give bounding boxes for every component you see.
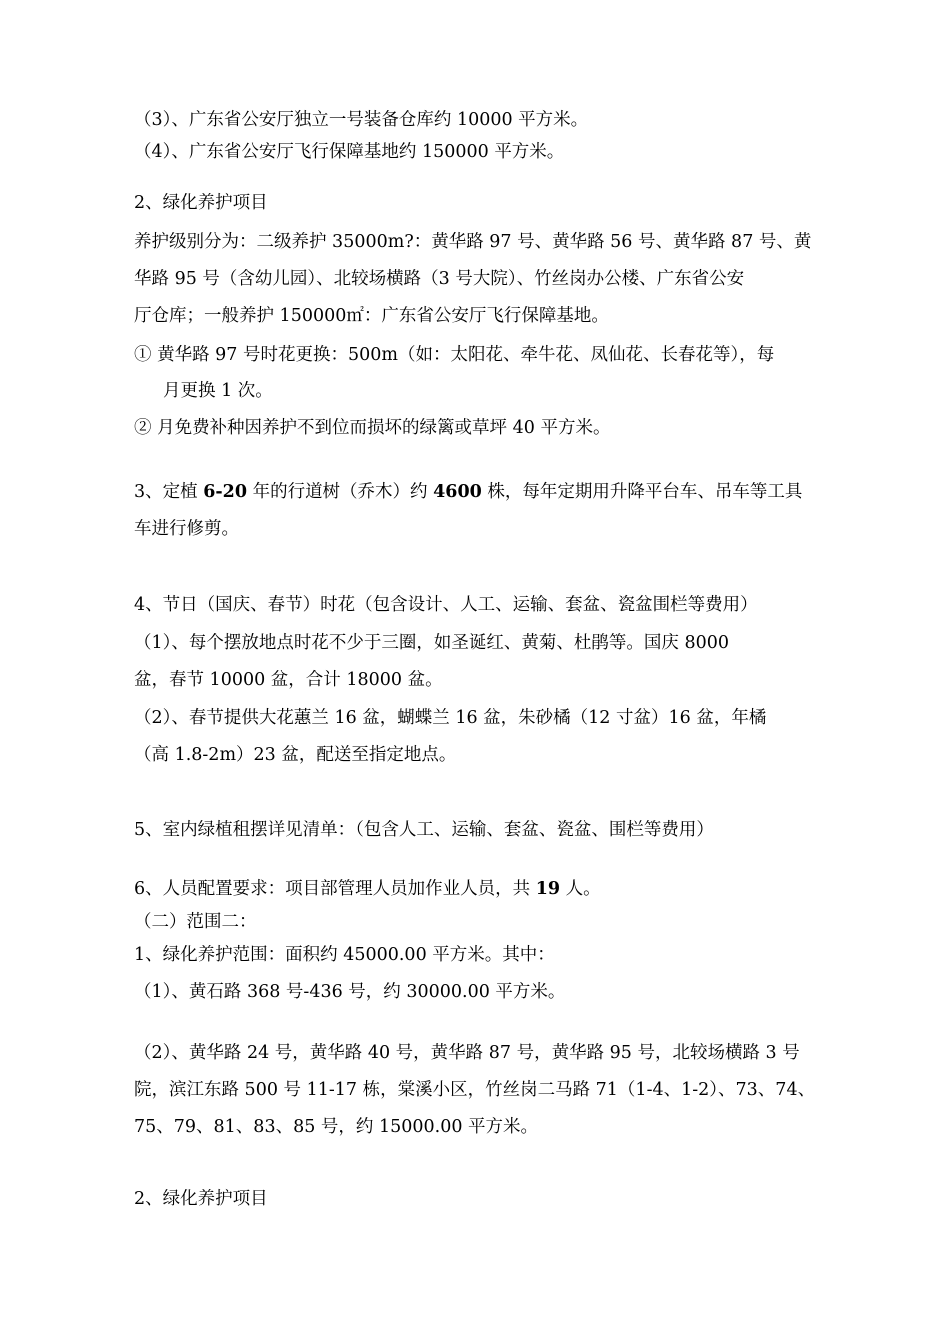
item-3-warehouse: （3）、广东省公安厅独立一号装备仓库约 10000 平方米。 [134, 110, 589, 130]
section-3-line-2: 车进行修剪。 [134, 519, 239, 539]
scope-2-item-2-line-3: 75、79、81、83、85 号，约 15000.00 平方米。 [134, 1117, 539, 1137]
scope-2-item-2-line-2: 院，滨江东路 500 号 11-17 栋，棠溪小区，竹丝岗二马路 71（1-4、1-2）、73、74、 [134, 1080, 816, 1100]
staffing-text-a: 6、人员配置要求：项目部管理人员加作业人员，共 [134, 879, 536, 899]
scope-2-item-2-line-1: （2）、黄华路 24 号，黄华路 40 号，黄华路 87 号，黄华路 95 号，北较场横路 3 号 [134, 1043, 800, 1063]
maintenance-level-line-1: 养护级别分为：二级养护 35000m?：黄华路 97 号、黄华路 56 号、黄华路 87 号、黄 [134, 232, 812, 252]
maintenance-level-line-2: 华路 95 号（含幼儿园）、北较场横路（3 号大院）、竹丝岗办公楼、广东省公安 [134, 269, 745, 289]
tree-count: 4600 [433, 482, 482, 502]
section-5-line: 5、室内绿植租摆详见清单：（包含人工、运输、套盆、瓷盆、围栏等费用） [134, 820, 714, 840]
section-3-text-c: 年的行道树（乔木）约 [247, 482, 434, 502]
scope-2-heading: （二）范围二： [134, 912, 257, 932]
flower-replacement-line-1: ① 黄华路 97 号时花更换：500m（如：太阳花、牵牛花、凤仙花、长春花等），每 [134, 345, 775, 365]
holiday-flowers-line-2: 盆，春节 10000 盆，合计 18000 盆。 [134, 670, 443, 690]
scope-2-section-2-heading: 2、绿化养护项目 [134, 1189, 268, 1209]
section-4-heading: 4、节日（国庆、春节）时花（包含设计、人工、运输、套盆、瓷盆围栏等费用） [134, 595, 758, 615]
staffing-text-c: 人。 [560, 879, 601, 899]
holiday-flowers-line-1: （1）、每个摆放地点时花不少于三圈，如圣诞红、黄菊、杜鹃等。国庆 8000 [134, 633, 729, 653]
free-replanting-line: ② 月免费补种因养护不到位而损坏的绿篱或草坪 40 平方米。 [134, 418, 611, 438]
maintenance-level-line-3: 厅仓库；一般养护 150000㎡：广东省公安厅飞行保障基地。 [134, 306, 609, 326]
section-2-heading: 2、绿化养护项目 [134, 193, 268, 213]
section-3-line-1 [134, 479, 802, 505]
item-4-flight-base: （4）、广东省公安厅飞行保障基地约 150000 平方米。 [134, 142, 565, 162]
spring-flowers-line-2: （高 1.8-2m）23 盆，配送至指定地点。 [134, 745, 457, 765]
section-3-text-a: 3、定植 [134, 482, 204, 502]
flower-replacement-line-2: 月更换 1 次。 [163, 381, 273, 401]
scope-2-area-line: 1、绿化养护范围：面积约 45000.00 平方米。其中： [134, 945, 555, 965]
tree-age-range: 6-20 [203, 482, 247, 502]
section-3-text-e: 株，每年定期用升降平台车、吊车等工具 [481, 482, 803, 502]
scope-2-item-1: （1）、黄石路 368 号-436 号，约 30000.00 平方米。 [134, 982, 566, 1002]
spring-flowers-line-1: （2）、春节提供大花蕙兰 16 盆，蝴蝶兰 16 盆，朱砂橘（12 寸盆）16 盆，年橘 [134, 708, 767, 728]
staff-count: 19 [535, 879, 561, 899]
section-6-line [134, 876, 601, 902]
